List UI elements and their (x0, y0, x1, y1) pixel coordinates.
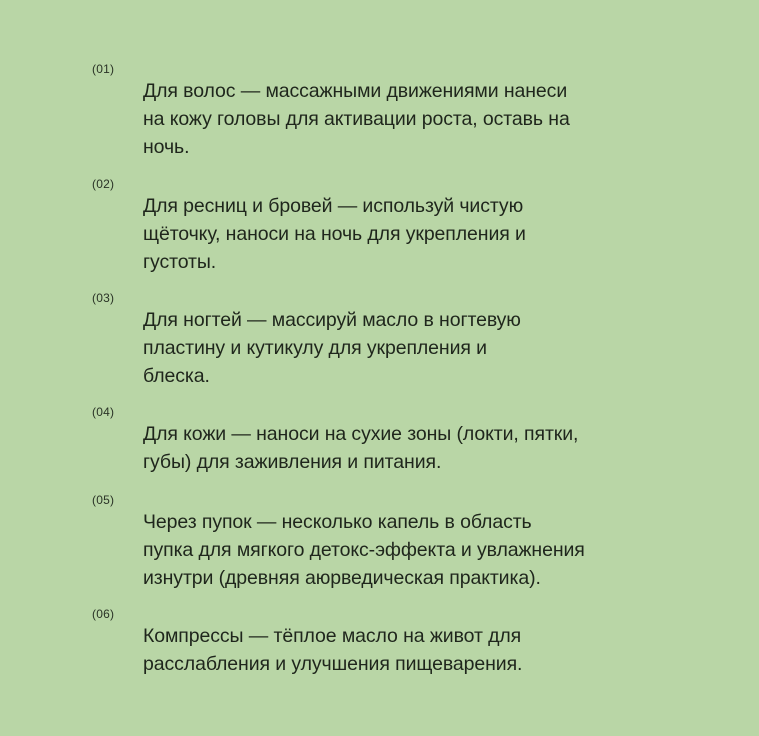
item-number: (03) (92, 291, 115, 305)
item-number: (02) (92, 177, 115, 191)
item-text (143, 420, 633, 476)
item-text-line: густоты. (143, 251, 217, 273)
item-text-line: Для кожи — наноси на сухие зоны (локти, пятки, (143, 423, 579, 445)
item-text-line: Для волос — массажными движениями нанеси (143, 80, 568, 102)
item-text-line: ночь. (143, 136, 190, 158)
item-number: (04) (92, 405, 115, 419)
item-number: (01) (92, 62, 115, 76)
item-text (143, 77, 633, 161)
item-text-line: расслабления и улучшения пищеварения. (143, 653, 523, 675)
item-text-line: на кожу головы для активации роста, оставь на (143, 108, 570, 130)
item-text-line: пластину и кутикулу для укрепления и (143, 337, 487, 359)
item-text (143, 622, 633, 678)
item-text-line: щёточку, наноси на ночь для укрепления и (143, 223, 526, 245)
item-text-line: Для ногтей — массируй масло в ногтевую (143, 309, 521, 331)
item-text-line: блеска. (143, 365, 210, 387)
item-text-line: Через пупок — несколько капель в область (143, 511, 532, 533)
item-text (143, 508, 633, 592)
item-text (143, 192, 633, 276)
item-text-line: изнутри (древняя аюрведическая практика). (143, 567, 541, 589)
item-number: (05) (92, 493, 115, 507)
item-text (143, 306, 633, 390)
item-number: (06) (92, 607, 115, 621)
item-text-line: Для ресниц и бровей — используй чистую (143, 195, 524, 217)
item-text-line: пупка для мягкого детокс-эффекта и увлажнения (143, 539, 585, 561)
item-text-line: Компрессы — тёплое масло на живот для (143, 625, 522, 647)
item-text-line: губы) для заживления и питания. (143, 451, 442, 473)
